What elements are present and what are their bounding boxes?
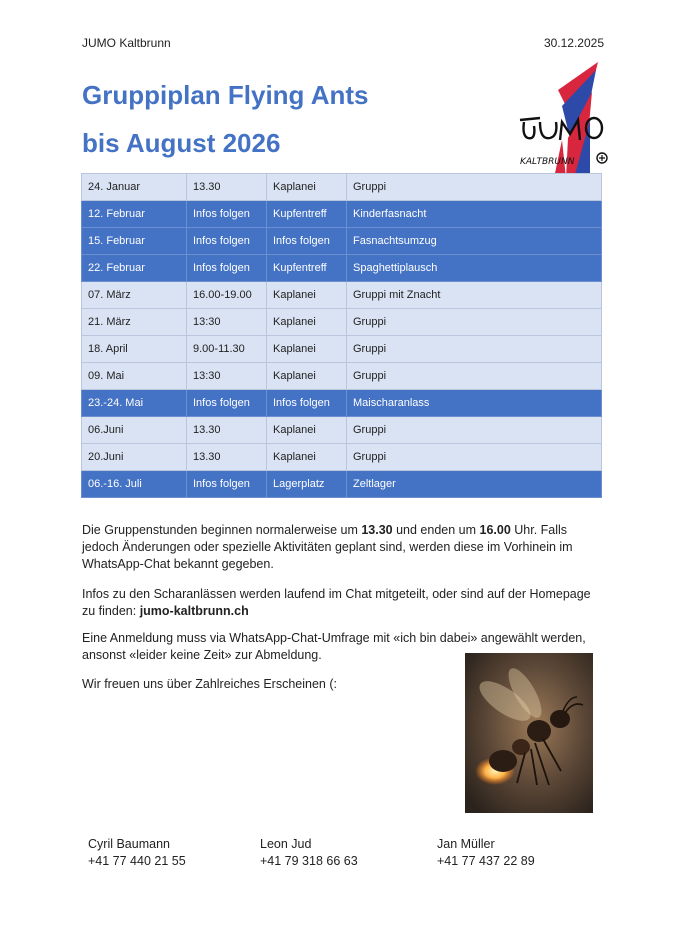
table-row bbox=[82, 309, 602, 336]
cell-place: Kupfentreff bbox=[267, 255, 347, 282]
cell-date: 09. Mai bbox=[82, 363, 187, 390]
text-fragment: Uhr. Falls jedoch Änderungen oder spezielle Aktivitäten geplant sind, werden diese im Vorhinein im WhatsApp-Chat bekannt gegeben. bbox=[82, 523, 573, 571]
end-time: 16.00 bbox=[479, 523, 511, 537]
cell-time: Infos folgen bbox=[187, 471, 267, 498]
cell-time: Infos folgen bbox=[187, 255, 267, 282]
contact-phone: +41 77 437 22 89 bbox=[437, 854, 535, 868]
cell-date: 15. Februar bbox=[82, 228, 187, 255]
table-row bbox=[82, 363, 602, 390]
cell-date: 18. April bbox=[82, 336, 187, 363]
cell-place: Kaplanei bbox=[267, 309, 347, 336]
table-row bbox=[82, 417, 602, 444]
text-fragment: Die Gruppenstunden beginnen normalerweise um bbox=[82, 523, 362, 537]
cell-time: 13.30 bbox=[187, 174, 267, 201]
page-title: Gruppiplan Flying Ants bbox=[82, 80, 369, 110]
jumo-logo-icon bbox=[510, 60, 610, 180]
cell-event: Kinderfasnacht bbox=[347, 201, 602, 228]
cell-event: Gruppi bbox=[347, 309, 602, 336]
header-org: JUMO Kaltbrunn bbox=[82, 36, 171, 50]
cell-time: 13:30 bbox=[187, 363, 267, 390]
cell-place: Infos folgen bbox=[267, 228, 347, 255]
cell-time: 13.30 bbox=[187, 444, 267, 471]
contact-phone: +41 77 440 21 55 bbox=[88, 854, 186, 868]
cell-time: 9.00-11.30 bbox=[187, 336, 267, 363]
cell-event: Gruppi bbox=[347, 336, 602, 363]
cell-time: Infos folgen bbox=[187, 201, 267, 228]
cell-event: Gruppi bbox=[347, 444, 602, 471]
cell-date: 23.-24. Mai bbox=[82, 390, 187, 417]
logo-text: JUMO bbox=[554, 150, 557, 151]
table-row bbox=[82, 336, 602, 363]
cell-date: 20.Juni bbox=[82, 444, 187, 471]
cell-place: Kaplanei bbox=[267, 174, 347, 201]
table-row bbox=[82, 390, 602, 417]
contact-phone: +41 79 318 66 63 bbox=[260, 854, 358, 868]
text-fragment: und enden um bbox=[392, 523, 480, 537]
paragraph-info bbox=[82, 586, 602, 620]
cell-place: Kaplanei bbox=[267, 282, 347, 309]
cell-date: 06.-16. Juli bbox=[82, 471, 187, 498]
cell-date: 12. Februar bbox=[82, 201, 187, 228]
table-row bbox=[82, 444, 602, 471]
cell-time: 13.30 bbox=[187, 417, 267, 444]
table-row bbox=[82, 174, 602, 201]
table-row bbox=[82, 471, 602, 498]
paragraph-closing: Wir freuen uns über Zahlreiches Erscheinen (: bbox=[82, 677, 337, 691]
cell-place: Kupfentreff bbox=[267, 201, 347, 228]
cell-event: Spaghettiplausch bbox=[347, 255, 602, 282]
cell-date: 06.Juni bbox=[82, 417, 187, 444]
cell-event: Fasnachtsumzug bbox=[347, 228, 602, 255]
cell-time: Infos folgen bbox=[187, 228, 267, 255]
cell-date: 24. Januar bbox=[82, 174, 187, 201]
cell-date: 22. Februar bbox=[82, 255, 187, 282]
cell-date: 07. März bbox=[82, 282, 187, 309]
cell-time: 13:30 bbox=[187, 309, 267, 336]
table-row bbox=[82, 282, 602, 309]
homepage-link[interactable]: jumo-kaltbrunn.ch bbox=[139, 604, 249, 618]
page-subtitle: bis August 2026 bbox=[82, 128, 281, 158]
header-date: 30.12.2025 bbox=[543, 36, 604, 50]
cell-event: Gruppi bbox=[347, 174, 602, 201]
start-time: 13.30 bbox=[361, 523, 393, 537]
cell-place: Kaplanei bbox=[267, 336, 347, 363]
cell-place: Lagerplatz bbox=[267, 471, 347, 498]
paragraph-registration: Eine Anmeldung muss via WhatsApp-Chat-Umfrage mit «ich bin dabei» angewählt werden, ansonst «leider keine Zeit» zur Abmeldung. bbox=[82, 631, 586, 662]
cell-event: Maischaranlass bbox=[347, 390, 602, 417]
text-fragment: Infos zu den Scharanlässen werden laufend im Chat mitgeteilt, oder sind auf der Homepage zu finden: bbox=[82, 587, 591, 618]
cell-event: Gruppi bbox=[347, 417, 602, 444]
table-row bbox=[82, 255, 602, 282]
cell-event: Zeltlager bbox=[347, 471, 602, 498]
flying-ant-illustration-icon bbox=[465, 653, 593, 813]
logo-subtext: KALTBRUNN bbox=[520, 157, 575, 167]
cell-event: Gruppi bbox=[347, 363, 602, 390]
cell-event: Gruppi mit Znacht bbox=[347, 282, 602, 309]
cell-place: Infos folgen bbox=[267, 390, 347, 417]
paragraph-times bbox=[82, 522, 602, 573]
cell-time: 16.00-19.00 bbox=[187, 282, 267, 309]
contact-name: Leon Jud bbox=[260, 837, 312, 851]
table-row bbox=[82, 228, 602, 255]
table-row bbox=[82, 201, 602, 228]
cell-place: Kaplanei bbox=[267, 444, 347, 471]
contact-name: Jan Müller bbox=[437, 837, 495, 851]
contact-name: Cyril Baumann bbox=[88, 837, 170, 851]
contact-3 bbox=[437, 836, 535, 870]
contact-2 bbox=[260, 836, 358, 870]
schedule-table bbox=[81, 173, 602, 498]
contact-1 bbox=[88, 836, 186, 870]
cell-date: 21. März bbox=[82, 309, 187, 336]
cell-place: Kaplanei bbox=[267, 417, 347, 444]
cell-time: Infos folgen bbox=[187, 390, 267, 417]
cell-place: Kaplanei bbox=[267, 363, 347, 390]
